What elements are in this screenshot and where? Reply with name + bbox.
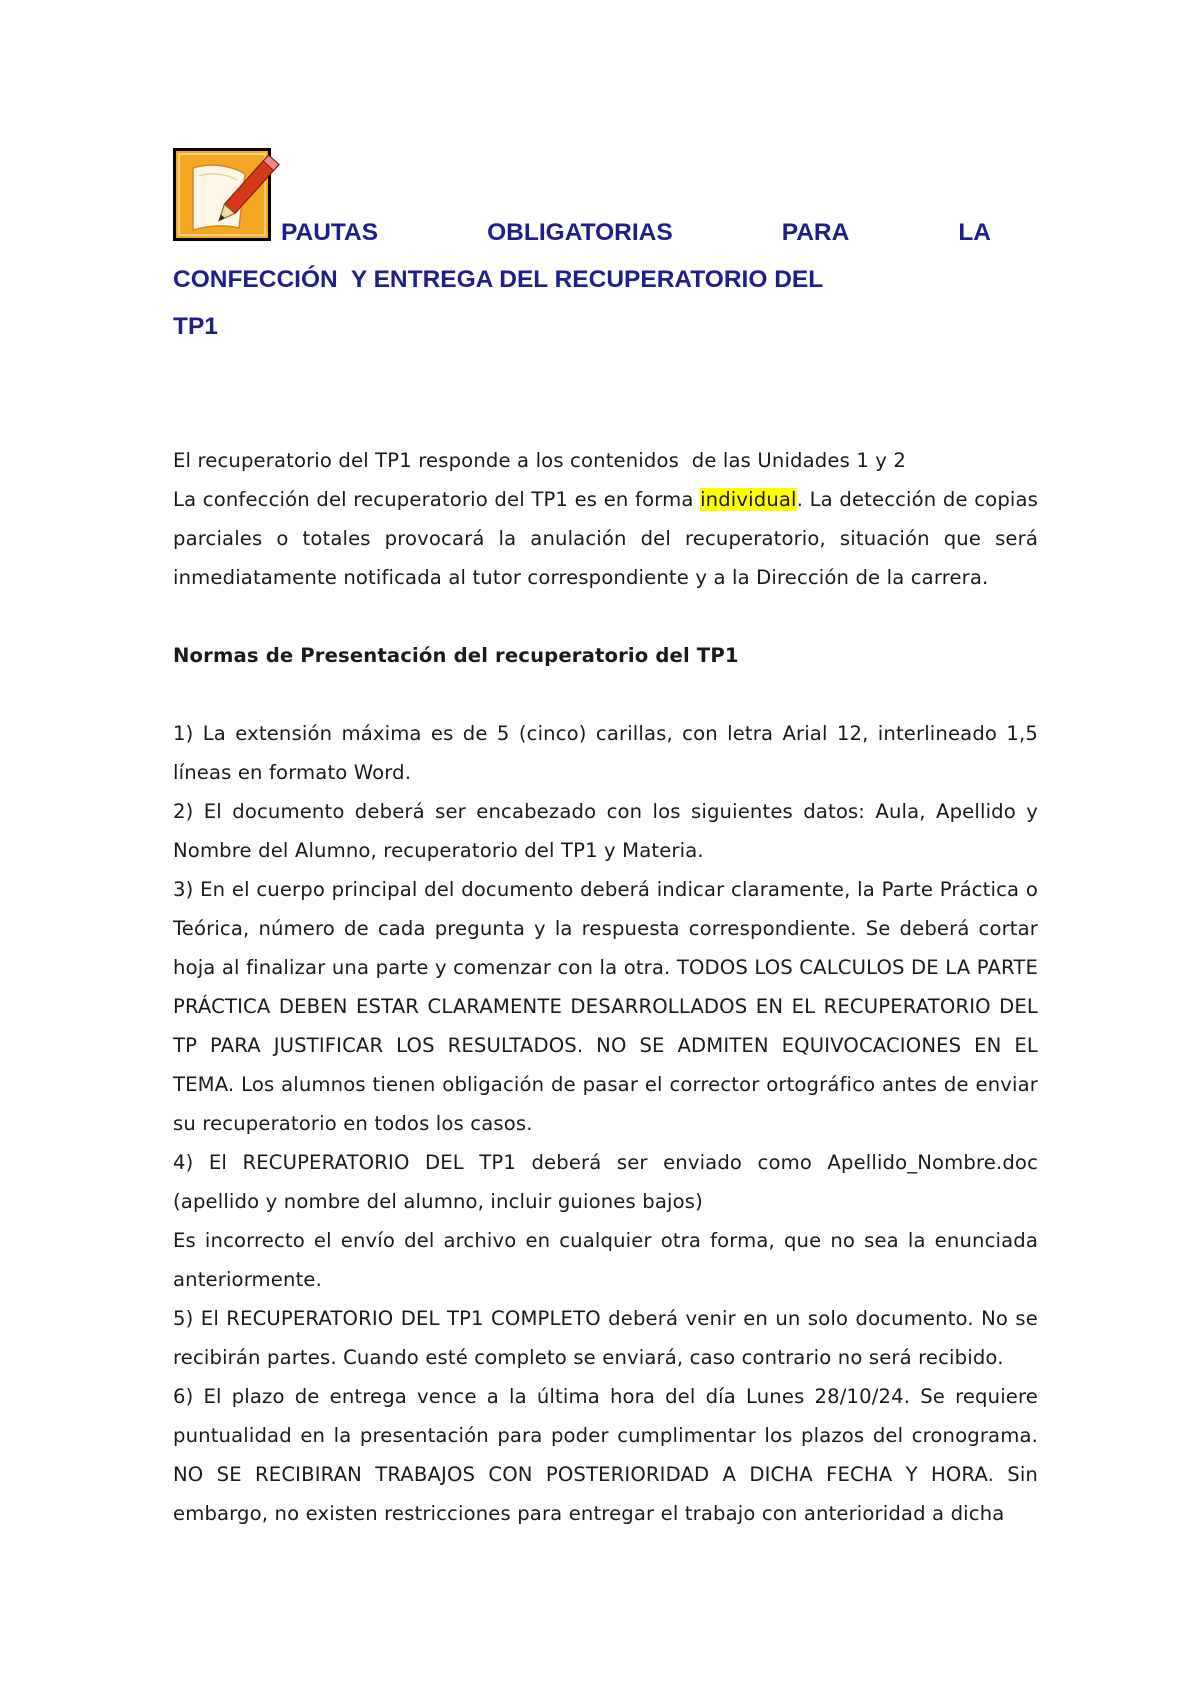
rule-item: 5) El RECUPERATORIO DEL TP1 COMPLETO deberá venir en un solo documento. No se recibirán partes. Cuando esté completo se enviará, caso contrario no será recibido. [173, 1307, 1038, 1369]
title-word: PARA [781, 219, 850, 246]
title-block [173, 146, 1038, 350]
title-line-1 [173, 146, 991, 256]
title-line-3: TP1 [173, 313, 218, 340]
document-body [173, 441, 1038, 1533]
title-word: LA [958, 219, 991, 246]
pencil-and-paper-icon [173, 146, 283, 242]
rule-item: 6) El plazo de entrega vence a la última hora del día Lunes 28/10/24. Se requiere puntualidad en la presentación para poder cumplimentar los plazos del cronograma. NO SE RECIBIRAN TRABAJOS CON POSTERIORIDAD A DICHA FECHA Y HORA. Sin embargo, no existen restricciones para entregar el trabajo con anterioridad a dicha [173, 1385, 1038, 1525]
title-word: PAUTAS [281, 219, 379, 246]
document-content [173, 146, 1038, 1533]
rule-item: 3) En el cuerpo principal del documento deberá indicar claramente, la Parte Práctica o Teórica, número de cada pregunta y la respuesta correspondiente. Se deberá cortar hoja al finalizar una parte y comenzar con la otra. TODOS LOS CALCULOS DE LA PARTE PRÁCTICA DEBEN ESTAR CLARAMENTE DESARROLLADOS EN EL RECUPERATORIO DEL TP PARA JUSTIFICAR LOS RESULTADOS. NO SE ADMITEN EQUIVOCACIONES EN EL TEMA. Los alumnos tienen obligación de pasar el corrector ortográfico antes de enviar su recuperatorio en todos los casos. [173, 878, 1038, 1135]
intro-line: El recuperatorio del TP1 responde a los contenidos de las Unidades 1 y 2 [173, 449, 907, 472]
title-word: OBLIGATORIAS [487, 219, 673, 246]
rule-item: Es incorrecto el envío del archivo en cualquier otra forma, que no sea la enunciada anteriormente. [173, 1229, 1038, 1291]
section-heading: Normas de Presentación del recuperatorio del TP1 [173, 644, 739, 667]
rule-item: 2) El documento deberá ser encabezado con los siguientes datos: Aula, Apellido y Nombre del Alumno, recuperatorio del TP1 y Materia. [173, 800, 1038, 862]
rule-item: 1) La extensión máxima es de 5 (cinco) carillas, con letra Arial 12, interlineado 1,5 líneas en formato Word. [173, 722, 1038, 784]
title-line-2: CONFECCIÓN Y ENTREGA DEL RECUPERATORIO DEL [173, 266, 824, 293]
intro-paragraph [173, 480, 1038, 597]
rule-item: 4) El RECUPERATORIO DEL TP1 deberá ser enviado como Apellido_Nombre.doc (apellido y nombre del alumno, incluir guiones bajos) [173, 1151, 1038, 1213]
intro-text: La confección del recuperatorio del TP1 es en forma [173, 488, 701, 511]
intro-text: . La detección de copias parciales o totales provocará la anulación del recuperatorio, situación que será inmediatamente notificada al tutor correspondiente y a la Dirección de la carrera. [173, 488, 1039, 589]
highlighted-word: individual [700, 488, 797, 511]
